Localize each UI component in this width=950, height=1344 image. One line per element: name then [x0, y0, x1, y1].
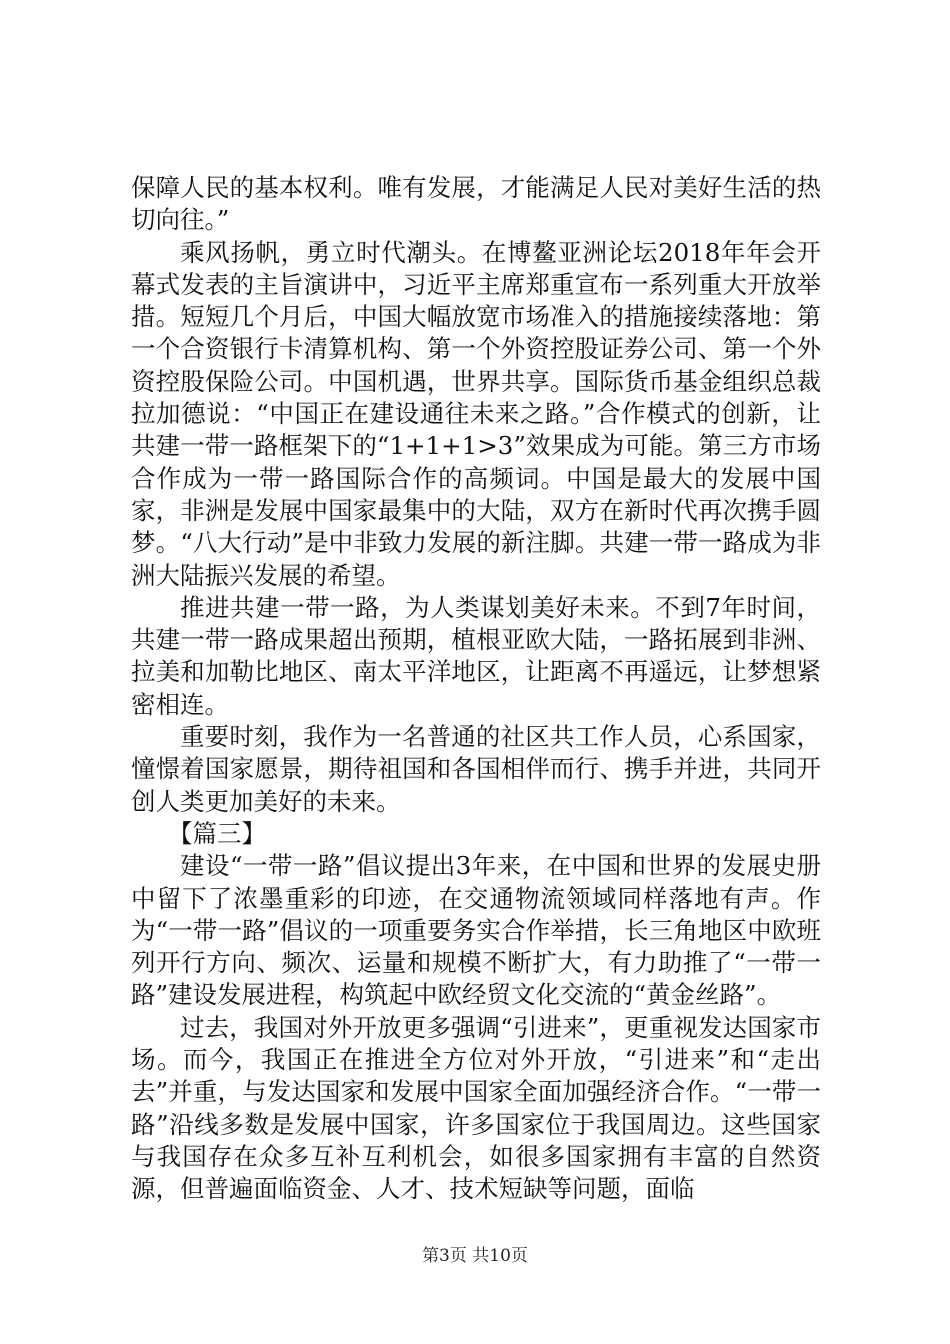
- paragraph-continuation: 保障人民的基本权利。唯有发展，才能满足人民对美好生活的热切向往。”: [131, 173, 821, 235]
- paragraph-opening-strategy: 过去，我国对外开放更多强调“引进来”，更重视发达国家市场。而今，我国正在推进全方位对外开放，“引进来”和“走出去”并重，与发达国家和发展中国家全面加强经济合作。“一带一路”沿线多数是发展中国家，许多国家位于我国周边。这些国家与我国存在众多互补互利机会，如很多国家拥有丰富的自然资源，但普遍面临资金、人才、技术短缺等问题，面临: [131, 1012, 821, 1204]
- paragraph-important-moment: 重要时刻，我作为一名普通的社区共工作人员，心系国家，憧憬着国家愿景，期待祖国和各国相伴而行、携手并进，共同开创人类更加美好的未来。: [131, 722, 821, 816]
- paragraph-china-europe-railway: 建设“一带一路”倡议提出3年来，在中国和世界的发展史册中留下了浓墨重彩的印迹，在交通物流领域同样落地有声。作为“一带一路”倡议的一项重要务实合作举措，长三角地区中欧班列开行方向、频次、运量和规模不断扩大，有力助推了“一带一路”建设发展进程，构筑起中欧经贸文化交流的“黄金丝路”。: [131, 851, 821, 1010]
- paragraph-belt-and-road-future: 推进共建一带一路，为人类谋划美好未来。不到7年时间，共建一带一路成果超出预期，植根亚欧大陆，一路拓展到非洲、拉美和加勒比地区、南太平洋地区，让距离不再遥远，让梦想紧密相连。: [131, 592, 821, 719]
- paragraph-opening-up: 乘风扬帆，勇立时代潮头。在博鳌亚洲论坛2018年年会开幕式发表的主旨演讲中，习近平主席郑重宣布一系列重大开放举措。短短几个月后，中国大幅放宽市场准入的措施接续落地：第一个合资银行卡清算机构、第一个外资控股证券公司、第一个外资控股保险公司。中国机遇，世界共享。国际货币基金组织总裁拉加德说：“中国正在建设通往未来之路。”合作模式的创新，让共建一带一路框架下的“1+1+1>3”效果成为可能。第三方市场合作成为一带一路国际合作的高频词。中国是最大的发展中国家，非洲是发展中国家最集中的大陆，双方在新时代再次携手圆梦。“八大行动”是中非致力发展的新注脚。共建一带一路成为非洲大陆振兴发展的希望。: [131, 237, 821, 590]
- section-heading: 【篇三】: [168, 818, 266, 848]
- page-number-footer: 第3页 共10页: [422, 1246, 528, 1266]
- document-body: [131, 172, 821, 1206]
